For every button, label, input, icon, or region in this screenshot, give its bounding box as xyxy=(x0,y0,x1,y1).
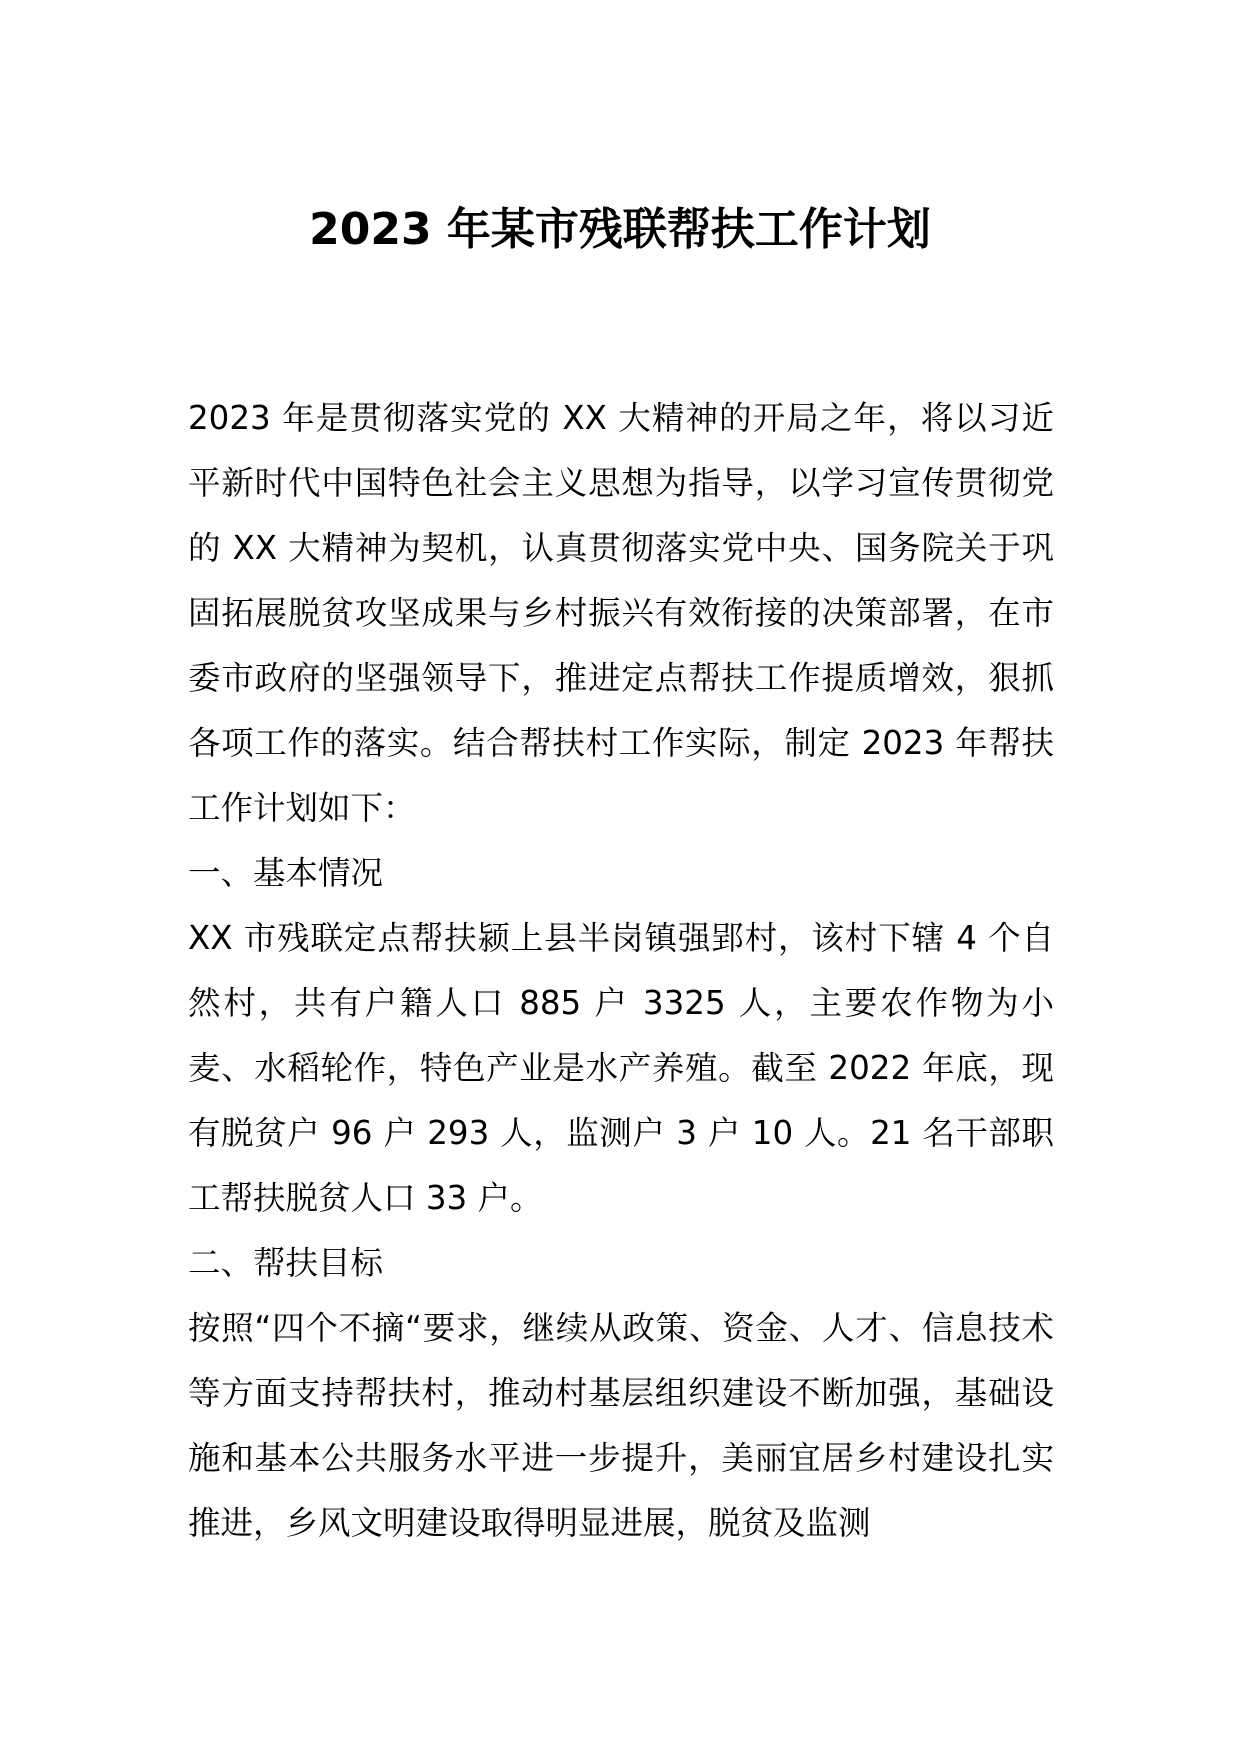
assistance-goals-paragraph: 按照“四个不摘“要求，继续从政策、资金、人才、信息技术等方面支持帮扶村，推动村基层组织建设不断加强，基础设施和基本公共服务水平进一步提升，美丽宜居乡村建设扎实推进，乡风文明建设取得明显进展，脱贫及监测 xyxy=(188,1309,1054,1542)
document-body xyxy=(188,386,1054,1556)
section-heading-basic-situation: 一、基本情况 xyxy=(188,854,384,892)
basic-situation-paragraph: XX 市残联定点帮扶颍上县半岗镇强郢村，该村下辖 4 个自然村，共有户籍人口 885 户 3325 人，主要农作物为小麦、水稻轮作，特色产业是水产养殖。截至 2022 年底，现有脱贫户 96 户 293 人，监测户 3 户 10 人。21 名干部职工帮扶脱贫人口 33 户。 xyxy=(188,919,1054,1217)
document-title: 2023 年某市残联帮扶工作计划 xyxy=(309,204,931,255)
intro-paragraph: 2023 年是贯彻落实党的 XX 大精神的开局之年，将以习近平新时代中国特色社会主义思想为指导，以学习宣传贯彻党的 XX 大精神为契机，认真贯彻落实党中央、国务院关于巩固拓展脱贫攻坚成果与乡村振兴有效衔接的决策部署，在市委市政府的坚强领导下，推进定点帮扶工作提质增效，狠抓各项工作的落实。结合帮扶村工作实际，制定 2023 年帮扶工作计划如下： xyxy=(188,399,1054,827)
section-heading-assistance-goals: 二、帮扶目标 xyxy=(188,1244,384,1282)
